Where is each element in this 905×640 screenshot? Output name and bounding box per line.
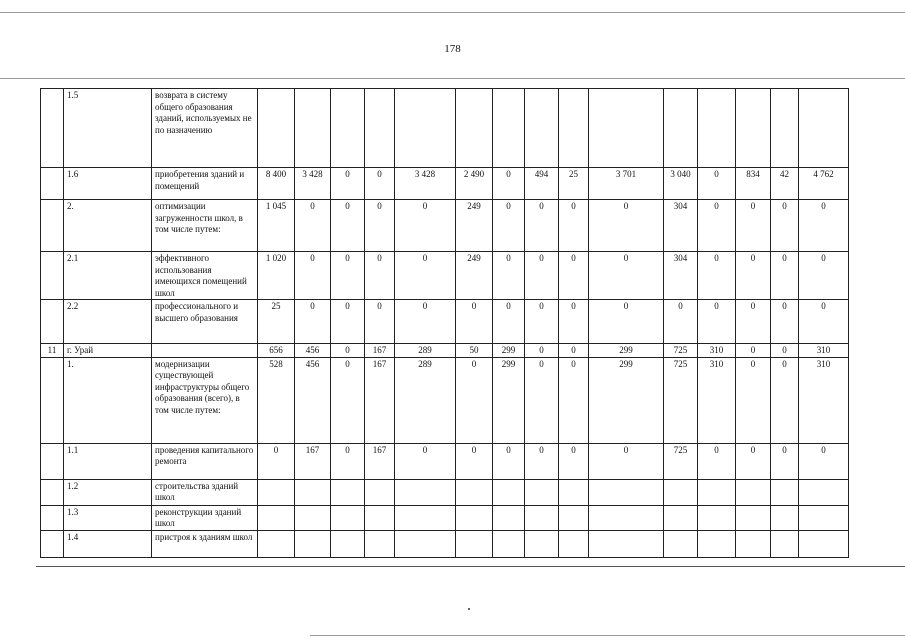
value-cell bbox=[771, 505, 799, 530]
table-row bbox=[41, 252, 849, 300]
value-cell bbox=[799, 505, 849, 530]
value-cell: 1 045 bbox=[258, 200, 295, 252]
value-cell: 310 bbox=[799, 357, 849, 443]
item-code-cell: 1.3 bbox=[64, 505, 152, 530]
value-cell: 0 bbox=[559, 344, 589, 358]
value-cell bbox=[258, 479, 295, 505]
value-cell bbox=[698, 530, 736, 557]
value-cell bbox=[664, 505, 698, 530]
value-cell: 0 bbox=[736, 443, 771, 479]
value-cell: 310 bbox=[698, 357, 736, 443]
value-cell bbox=[799, 89, 849, 168]
value-cell: 0 bbox=[395, 300, 456, 344]
value-cell: 299 bbox=[493, 357, 525, 443]
value-cell: 725 bbox=[664, 443, 698, 479]
value-cell: 456 bbox=[295, 344, 331, 358]
scan-bottom-rule bbox=[310, 635, 905, 636]
value-cell: 0 bbox=[771, 300, 799, 344]
table-row bbox=[41, 168, 849, 200]
value-cell: 0 bbox=[559, 252, 589, 300]
value-cell: 0 bbox=[698, 168, 736, 200]
value-cell: 4 762 bbox=[799, 168, 849, 200]
value-cell bbox=[589, 89, 664, 168]
value-cell bbox=[456, 530, 493, 557]
value-cell: 304 bbox=[664, 252, 698, 300]
table-row bbox=[41, 443, 849, 479]
value-cell: 42 bbox=[771, 168, 799, 200]
value-cell: 0 bbox=[331, 252, 365, 300]
value-cell: 0 bbox=[589, 200, 664, 252]
value-cell bbox=[525, 479, 559, 505]
value-cell bbox=[295, 530, 331, 557]
value-cell bbox=[799, 530, 849, 557]
row-number-cell bbox=[41, 168, 64, 200]
value-cell: 0 bbox=[736, 344, 771, 358]
value-cell: 0 bbox=[493, 168, 525, 200]
value-cell: 0 bbox=[295, 200, 331, 252]
scan-top-rule bbox=[0, 12, 905, 13]
value-cell bbox=[589, 530, 664, 557]
value-cell: 167 bbox=[295, 443, 331, 479]
value-cell: 0 bbox=[559, 443, 589, 479]
item-description-cell: проведения капитального ремонта bbox=[152, 443, 258, 479]
item-code-cell: 2. bbox=[64, 200, 152, 252]
value-cell: 0 bbox=[525, 200, 559, 252]
value-cell bbox=[771, 479, 799, 505]
budget-table bbox=[40, 88, 849, 558]
value-cell bbox=[736, 479, 771, 505]
value-cell: 0 bbox=[771, 344, 799, 358]
value-cell: 299 bbox=[589, 357, 664, 443]
value-cell: 0 bbox=[493, 443, 525, 479]
value-cell: 0 bbox=[365, 200, 395, 252]
value-cell: 299 bbox=[493, 344, 525, 358]
value-cell: 249 bbox=[456, 200, 493, 252]
value-cell: 8 400 bbox=[258, 168, 295, 200]
value-cell bbox=[559, 89, 589, 168]
table-row bbox=[41, 530, 849, 557]
value-cell bbox=[493, 89, 525, 168]
value-cell: 310 bbox=[799, 344, 849, 358]
value-cell: 0 bbox=[736, 357, 771, 443]
item-code-cell: 2.1 bbox=[64, 252, 152, 300]
value-cell: 0 bbox=[698, 200, 736, 252]
value-cell bbox=[365, 505, 395, 530]
value-cell: 0 bbox=[589, 300, 664, 344]
row-number-cell bbox=[41, 530, 64, 557]
value-cell: 0 bbox=[258, 443, 295, 479]
value-cell: 0 bbox=[493, 300, 525, 344]
value-cell bbox=[395, 479, 456, 505]
item-description-cell: строительства зданий школ bbox=[152, 479, 258, 505]
value-cell: 0 bbox=[736, 300, 771, 344]
value-cell bbox=[331, 530, 365, 557]
table-row bbox=[41, 344, 849, 358]
value-cell: 299 bbox=[589, 344, 664, 358]
item-code-cell: 1.6 bbox=[64, 168, 152, 200]
value-cell bbox=[525, 89, 559, 168]
value-cell bbox=[736, 505, 771, 530]
row-number-cell bbox=[41, 89, 64, 168]
value-cell: 25 bbox=[559, 168, 589, 200]
value-cell: 0 bbox=[771, 200, 799, 252]
value-cell: 0 bbox=[559, 357, 589, 443]
value-cell: 725 bbox=[664, 344, 698, 358]
scan-speck bbox=[468, 608, 470, 610]
footer-rule bbox=[36, 566, 905, 567]
value-cell: 0 bbox=[559, 200, 589, 252]
value-cell bbox=[771, 89, 799, 168]
item-code-cell: 1.4 bbox=[64, 530, 152, 557]
table-row bbox=[41, 89, 849, 168]
value-cell: 249 bbox=[456, 252, 493, 300]
value-cell bbox=[698, 505, 736, 530]
item-code-cell: 1.5 bbox=[64, 89, 152, 168]
item-description-cell bbox=[152, 344, 258, 358]
value-cell: 0 bbox=[589, 252, 664, 300]
value-cell: 0 bbox=[331, 200, 365, 252]
row-number-cell bbox=[41, 505, 64, 530]
value-cell: 289 bbox=[395, 344, 456, 358]
value-cell bbox=[493, 530, 525, 557]
value-cell: 167 bbox=[365, 357, 395, 443]
row-number-cell: 11 bbox=[41, 344, 64, 358]
value-cell: 0 bbox=[331, 443, 365, 479]
item-description-cell: эффективного использования имеющихся помещений школ bbox=[152, 252, 258, 300]
item-description-cell: приобретения зданий и помещений bbox=[152, 168, 258, 200]
value-cell: 3 428 bbox=[295, 168, 331, 200]
value-cell: 0 bbox=[331, 168, 365, 200]
value-cell: 0 bbox=[456, 443, 493, 479]
value-cell: 0 bbox=[799, 252, 849, 300]
item-code-cell: г. Урай bbox=[64, 344, 152, 358]
value-cell bbox=[589, 479, 664, 505]
item-description-cell: возврата в систему общего образования зданий, используемых не по назначению bbox=[152, 89, 258, 168]
value-cell: 494 bbox=[525, 168, 559, 200]
table-row bbox=[41, 200, 849, 252]
row-number-cell bbox=[41, 479, 64, 505]
value-cell bbox=[365, 530, 395, 557]
value-cell bbox=[736, 530, 771, 557]
value-cell bbox=[525, 530, 559, 557]
header-rule bbox=[0, 78, 905, 79]
value-cell: 0 bbox=[698, 443, 736, 479]
value-cell bbox=[331, 505, 365, 530]
table-body bbox=[41, 89, 849, 558]
value-cell bbox=[456, 505, 493, 530]
value-cell bbox=[456, 479, 493, 505]
value-cell: 0 bbox=[736, 252, 771, 300]
value-cell: 0 bbox=[799, 443, 849, 479]
value-cell bbox=[736, 89, 771, 168]
value-cell: 0 bbox=[295, 300, 331, 344]
table-row bbox=[41, 357, 849, 443]
value-cell: 0 bbox=[698, 252, 736, 300]
value-cell: 0 bbox=[771, 252, 799, 300]
value-cell: 0 bbox=[295, 252, 331, 300]
value-cell: 310 bbox=[698, 344, 736, 358]
table-row bbox=[41, 300, 849, 344]
table-row bbox=[41, 505, 849, 530]
value-cell: 725 bbox=[664, 357, 698, 443]
value-cell: 0 bbox=[525, 300, 559, 344]
value-cell: 0 bbox=[331, 344, 365, 358]
item-description-cell: пристроя к зданиям школ bbox=[152, 530, 258, 557]
value-cell: 0 bbox=[771, 357, 799, 443]
item-description-cell: модернизации существующей инфраструктуры общего образования (всего), в том числе путем: bbox=[152, 357, 258, 443]
value-cell bbox=[771, 530, 799, 557]
value-cell: 1 020 bbox=[258, 252, 295, 300]
value-cell: 0 bbox=[365, 300, 395, 344]
item-description-cell: реконструкции зданий школ bbox=[152, 505, 258, 530]
value-cell bbox=[589, 505, 664, 530]
item-code-cell: 2.2 bbox=[64, 300, 152, 344]
value-cell bbox=[365, 479, 395, 505]
value-cell bbox=[331, 89, 365, 168]
value-cell: 0 bbox=[395, 443, 456, 479]
item-code-cell: 1.1 bbox=[64, 443, 152, 479]
table-row bbox=[41, 479, 849, 505]
value-cell bbox=[258, 89, 295, 168]
value-cell: 50 bbox=[456, 344, 493, 358]
value-cell bbox=[258, 530, 295, 557]
value-cell: 0 bbox=[736, 200, 771, 252]
value-cell bbox=[559, 479, 589, 505]
value-cell bbox=[664, 479, 698, 505]
value-cell bbox=[493, 479, 525, 505]
value-cell bbox=[395, 89, 456, 168]
value-cell: 0 bbox=[525, 252, 559, 300]
value-cell: 0 bbox=[589, 443, 664, 479]
item-description-cell: профессионального и высшего образования bbox=[152, 300, 258, 344]
value-cell bbox=[295, 479, 331, 505]
value-cell bbox=[664, 89, 698, 168]
value-cell bbox=[559, 530, 589, 557]
value-cell: 3 040 bbox=[664, 168, 698, 200]
value-cell bbox=[664, 530, 698, 557]
value-cell: 0 bbox=[698, 300, 736, 344]
value-cell bbox=[365, 89, 395, 168]
value-cell bbox=[698, 89, 736, 168]
value-cell bbox=[559, 505, 589, 530]
value-cell: 528 bbox=[258, 357, 295, 443]
row-number-cell bbox=[41, 200, 64, 252]
value-cell: 289 bbox=[395, 357, 456, 443]
value-cell: 3 701 bbox=[589, 168, 664, 200]
value-cell bbox=[698, 479, 736, 505]
value-cell: 456 bbox=[295, 357, 331, 443]
value-cell: 0 bbox=[525, 344, 559, 358]
value-cell bbox=[295, 89, 331, 168]
value-cell bbox=[799, 479, 849, 505]
row-number-cell bbox=[41, 252, 64, 300]
value-cell: 0 bbox=[559, 300, 589, 344]
row-number-cell bbox=[41, 443, 64, 479]
value-cell bbox=[493, 505, 525, 530]
value-cell: 0 bbox=[365, 252, 395, 300]
value-cell: 0 bbox=[456, 300, 493, 344]
value-cell: 0 bbox=[525, 357, 559, 443]
value-cell: 25 bbox=[258, 300, 295, 344]
value-cell: 0 bbox=[799, 300, 849, 344]
value-cell bbox=[456, 89, 493, 168]
value-cell bbox=[395, 505, 456, 530]
value-cell: 0 bbox=[493, 252, 525, 300]
value-cell bbox=[295, 505, 331, 530]
value-cell: 656 bbox=[258, 344, 295, 358]
value-cell: 3 428 bbox=[395, 168, 456, 200]
value-cell bbox=[331, 479, 365, 505]
value-cell: 0 bbox=[365, 168, 395, 200]
value-cell: 0 bbox=[799, 200, 849, 252]
value-cell: 0 bbox=[493, 200, 525, 252]
page-number: 178 bbox=[444, 43, 461, 55]
value-cell: 0 bbox=[525, 443, 559, 479]
item-code-cell: 1.2 bbox=[64, 479, 152, 505]
value-cell: 0 bbox=[456, 357, 493, 443]
value-cell: 0 bbox=[395, 252, 456, 300]
value-cell: 0 bbox=[331, 357, 365, 443]
value-cell: 2 490 bbox=[456, 168, 493, 200]
row-number-cell bbox=[41, 357, 64, 443]
value-cell bbox=[258, 505, 295, 530]
row-number-cell bbox=[41, 300, 64, 344]
value-cell: 0 bbox=[771, 443, 799, 479]
value-cell: 167 bbox=[365, 443, 395, 479]
value-cell bbox=[525, 505, 559, 530]
value-cell bbox=[395, 530, 456, 557]
value-cell: 304 bbox=[664, 200, 698, 252]
value-cell: 0 bbox=[664, 300, 698, 344]
value-cell: 167 bbox=[365, 344, 395, 358]
value-cell: 834 bbox=[736, 168, 771, 200]
value-cell: 0 bbox=[331, 300, 365, 344]
item-code-cell: 1. bbox=[64, 357, 152, 443]
value-cell: 0 bbox=[395, 200, 456, 252]
item-description-cell: оптимизации загруженности школ, в том числе путем: bbox=[152, 200, 258, 252]
